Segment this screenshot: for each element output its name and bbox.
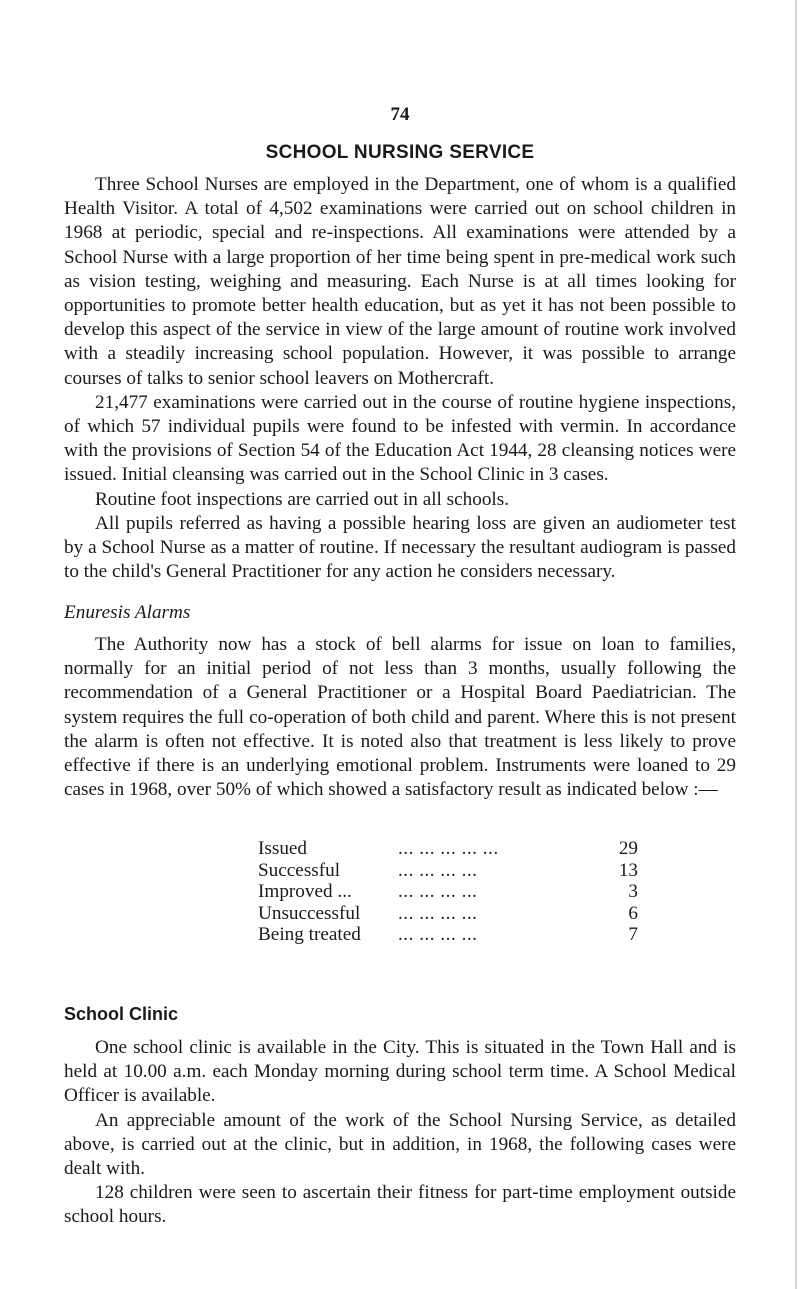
result-value: 29 <box>618 838 638 859</box>
result-leader-dots: ... ... ... ... <box>398 902 478 924</box>
intro-paragraph-2: 21,477 examinations were carried out in the course of routine hygiene inspections, of which 57 individual pupils were found to be infested with vermin. In accordance with the provisions of Section 54 of the Education Act 1944, 28 cleansing notices were issued. Initial cleansing was carried out in the School Clinic in 3 cases. <box>64 391 736 486</box>
clinic-paragraph-3: 128 children were seen to ascertain their fitness for part-time employment outside school hours. <box>64 1182 736 1228</box>
scan-edge-line <box>795 0 797 1289</box>
result-label: Successful <box>258 859 341 881</box>
intro-paragraph-4: All pupils referred as having a possible hearing loss are given an audiometer test by a School Nurse as a matter of routine. If necessary the resultant audiogram is passed to the child's General Practitioner for any action he considers necessary. <box>64 512 736 583</box>
result-leader-dots: ... ... ... ... ... <box>398 838 499 859</box>
result-leader-dots: ... ... ... ... <box>398 924 478 945</box>
result-row <box>258 903 638 925</box>
result-leader-dots: ... ... ... ... <box>398 859 478 881</box>
page-number: 74 <box>390 104 410 125</box>
result-label: Unsuccessful <box>258 902 361 924</box>
result-value: 13 <box>618 859 638 881</box>
clinic-paragraph-2: An appreciable amount of the work of the School Nursing Service, as detailed above, is carried out at the clinic, but in addition, in 1968, the following cases were dealt with. <box>64 1109 736 1180</box>
result-label: Issued <box>258 838 308 859</box>
page-title: SCHOOL NURSING SERVICE <box>265 142 535 163</box>
result-leader-dots: ... ... ... ... <box>398 881 478 902</box>
intro-section <box>64 173 736 584</box>
result-label: Being treated <box>258 924 361 945</box>
intro-paragraph-1: Three School Nurses are employed in the Department, one of whom is a qualified Health Visitor. A total of 4,502 examinations were carried out on school children in 1968 at periodic, special and re-inspections. All examinations were attended by a School Nurse with a large proportion of her time being spent in pre-medical work such as vision testing, weighing and measuring. Each Nurse is at all times looking for opportunities to promote better health education, but as yet it has not been possible to develop this aspect of the service in view of the large amount of routine work involved with a steadily increasing school population. However, it was possible to arrange courses of talks to senior school leavers on Mothercraft. <box>64 174 736 389</box>
result-label: Improved ... <box>258 881 352 902</box>
enuresis-results-table <box>258 838 638 946</box>
school-clinic-heading: School Clinic <box>64 1004 179 1024</box>
result-value: 6 <box>628 902 638 924</box>
enuresis-section <box>64 633 736 802</box>
school-clinic-section <box>64 1036 736 1230</box>
result-row <box>258 860 638 882</box>
intro-paragraph-3: Routine foot inspections are carried out in all schools. <box>95 488 510 510</box>
enuresis-paragraph: The Authority now has a stock of bell alarms for issue on loan to families, normally for an initial period of not less than 3 months, usually following the recommendation of a General Practitioner or a Hospital Board Paediatrician. The system requires the full co-operation of both child and parent. Where this is not present the alarm is often not effective. It is noted also that treatment is less likely to prove effective if there is an underlying emotional problem. Instruments were loaned to 29 cases in 1968, over 50% of which showed a satisfactory result as indicated below :— <box>64 634 736 801</box>
result-value: 3 <box>628 881 638 902</box>
result-row <box>258 924 638 946</box>
clinic-paragraph-1: One school clinic is available in the City. This is situated in the Town Hall and is held at 10.00 a.m. each Monday morning during school term time. A School Medical Officer is available. <box>64 1037 736 1107</box>
result-value: 7 <box>628 924 638 945</box>
result-row <box>258 881 638 903</box>
result-row <box>258 838 638 860</box>
enuresis-heading: Enuresis Alarms <box>64 602 191 623</box>
